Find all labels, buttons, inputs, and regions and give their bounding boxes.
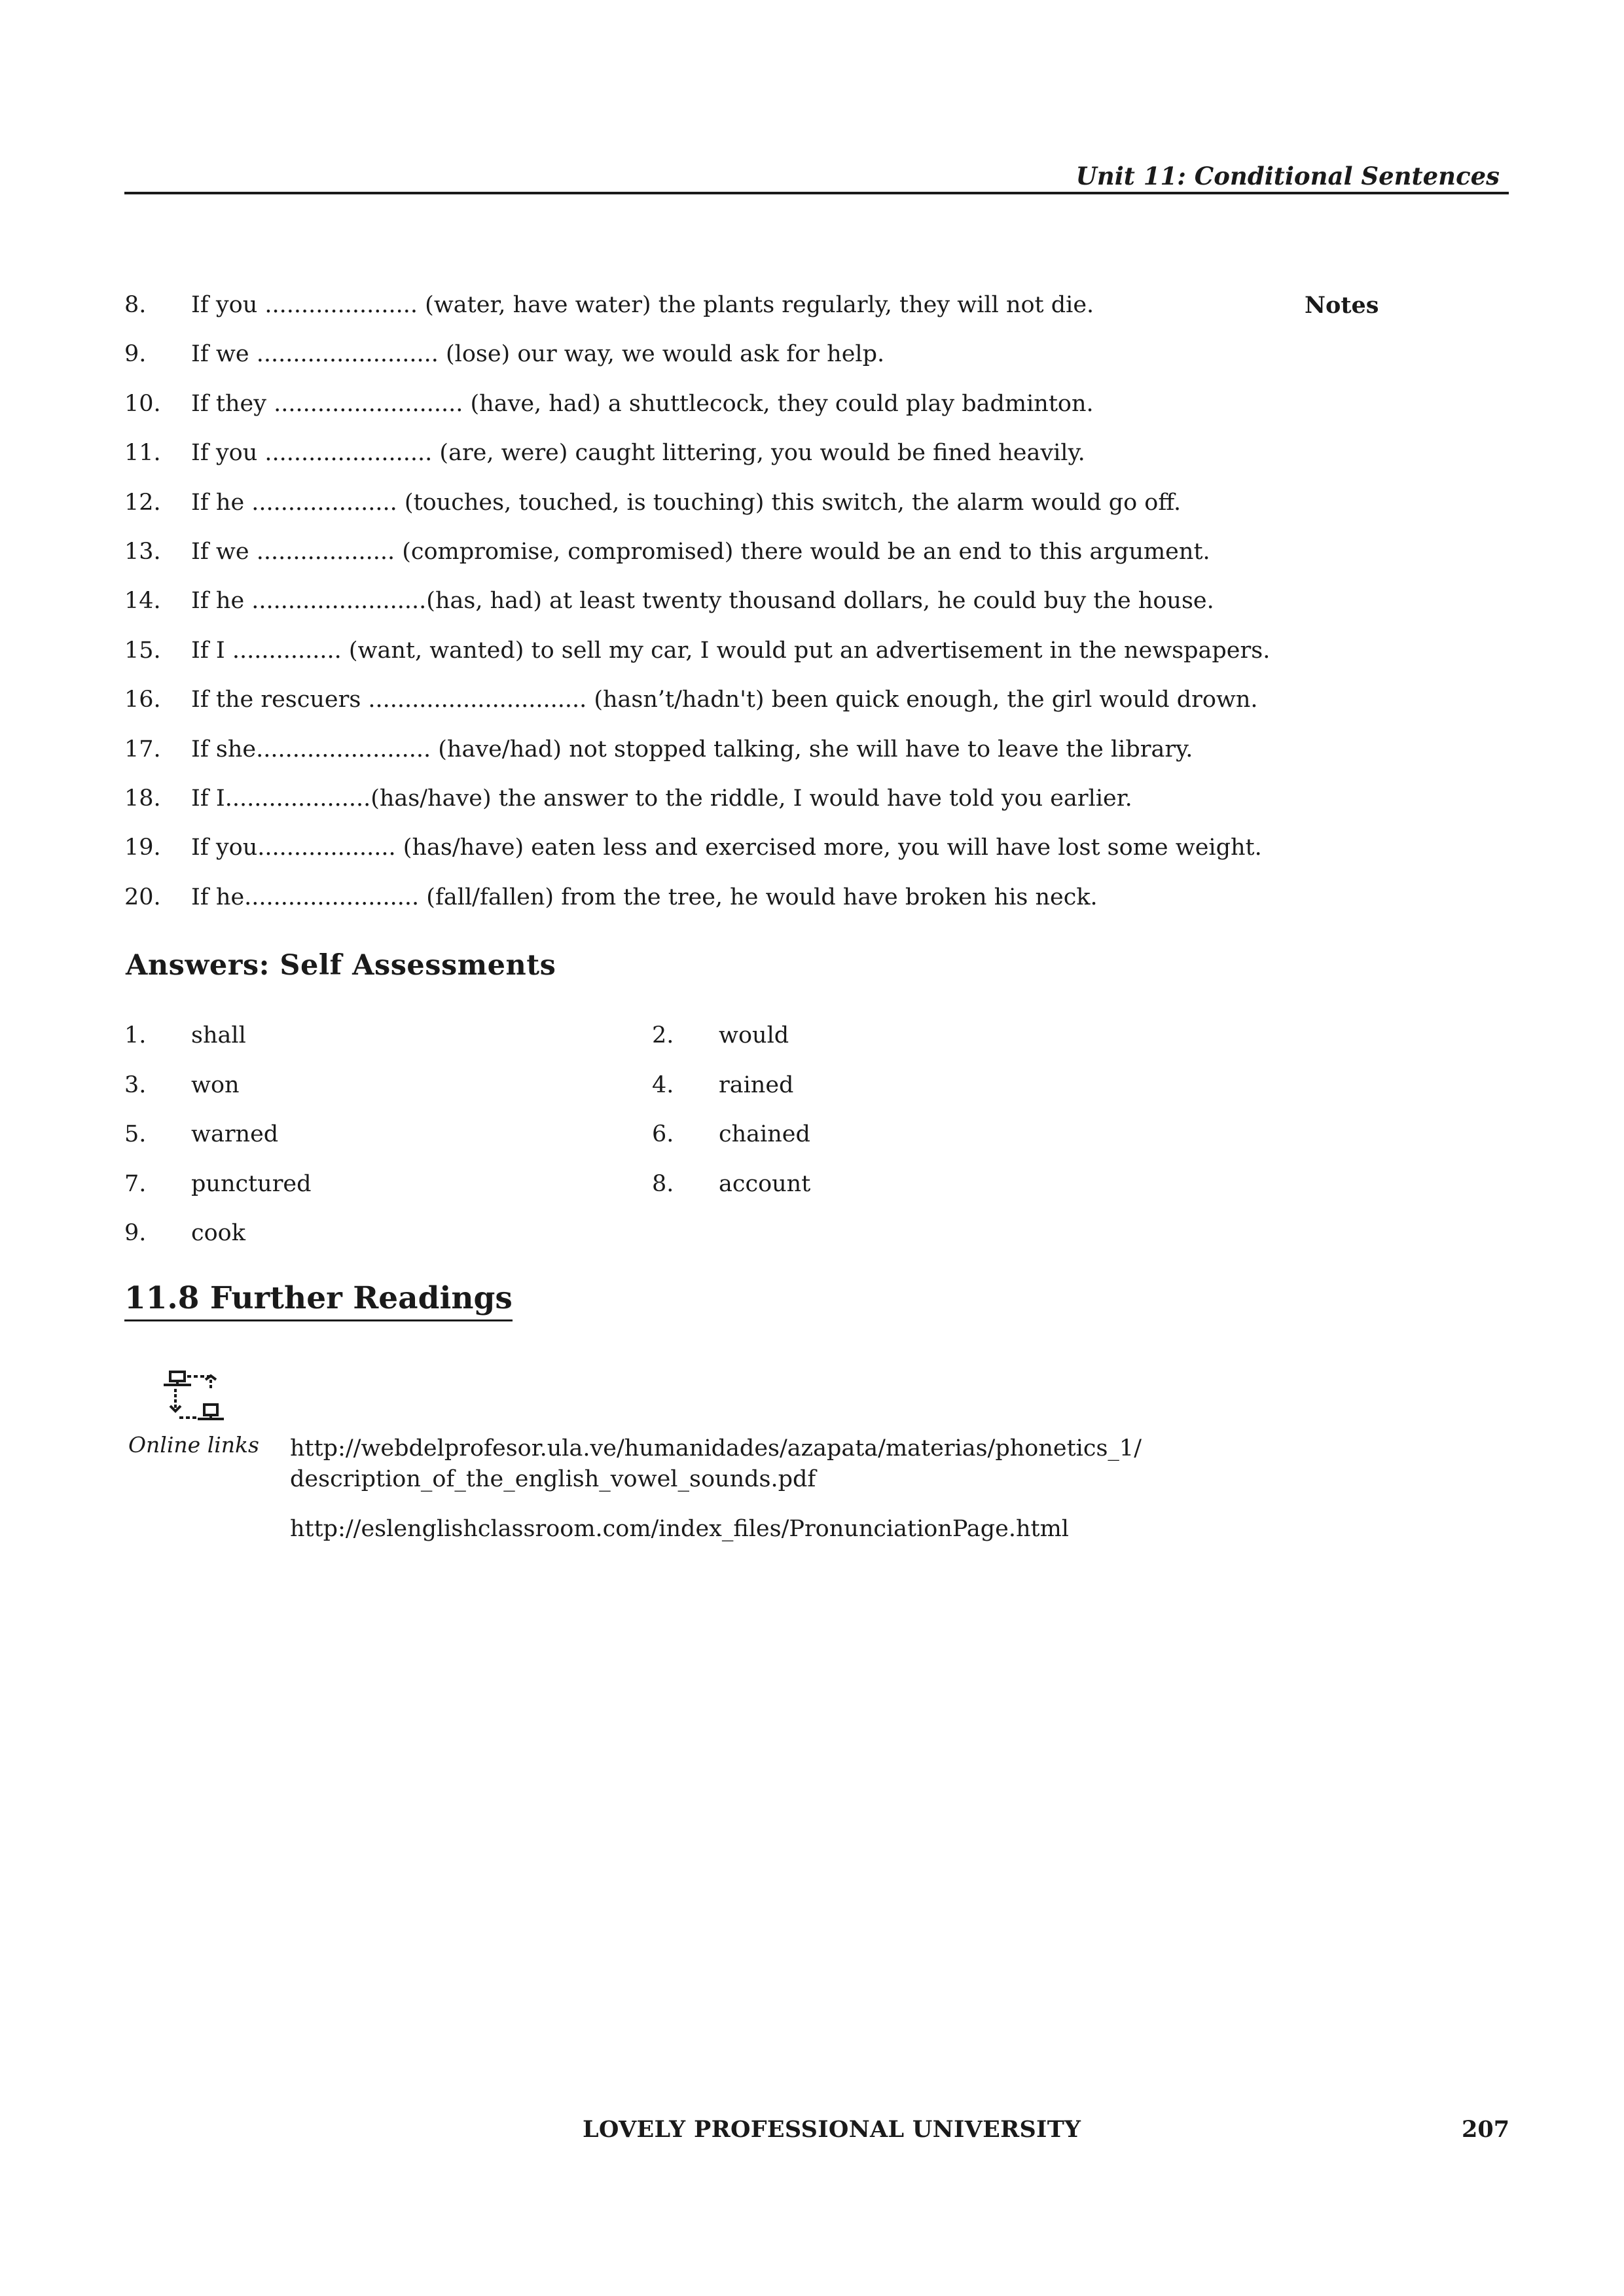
answer-number: 6. xyxy=(652,1121,674,1148)
item-number: 12. xyxy=(124,489,161,516)
answer-number: 8. xyxy=(652,1170,674,1197)
exercise-item xyxy=(124,687,1258,736)
item-text: If he ........................(has, had) at least twenty thousand dollars, he could buy the house. xyxy=(191,588,1214,615)
answer-number: 3. xyxy=(124,1071,147,1098)
answer-item xyxy=(124,1220,652,1270)
answer-row xyxy=(124,1022,975,1072)
exercise-item xyxy=(124,391,1237,440)
online-links-icon xyxy=(157,1368,229,1429)
item-number: 16. xyxy=(124,687,161,713)
answer-item xyxy=(652,1171,1180,1221)
header-rule xyxy=(124,192,1509,194)
answer-word: cook xyxy=(191,1220,245,1247)
item-text: If you................... (has/have) eaten less and exercised more, you will have lost some weight. xyxy=(191,834,1262,861)
exercise-item xyxy=(124,637,1271,687)
reading-link[interactable] xyxy=(290,1433,1142,1495)
exercise-item xyxy=(124,341,1237,390)
item-number: 8. xyxy=(124,292,147,318)
exercise-item xyxy=(124,884,1237,933)
item-text: If he........................ (fall/fallen) from the tree, he would have broken his neck. xyxy=(191,884,1098,910)
link-text-line: description_of_the_english_vowel_sounds.pdf xyxy=(290,1466,816,1492)
answer-item xyxy=(124,1022,652,1072)
answer-word: chained xyxy=(719,1121,810,1148)
answer-word: punctured xyxy=(191,1170,312,1197)
exercise-item xyxy=(124,736,1237,785)
item-text: If you ..................... (water, have water) the plants regularly, they will not die. xyxy=(191,292,1094,318)
item-number: 15. xyxy=(124,637,161,664)
item-number: 18. xyxy=(124,785,161,812)
answer-word: warned xyxy=(191,1121,279,1148)
exercise-item xyxy=(124,588,1237,637)
answers-heading: Answers: Self Assessments xyxy=(126,949,556,982)
answer-number: 7. xyxy=(124,1170,147,1197)
item-number: 20. xyxy=(124,884,161,910)
answer-item xyxy=(124,1171,652,1221)
answer-word: won xyxy=(191,1071,240,1098)
answer-number: 1. xyxy=(124,1022,147,1049)
link-text-line: http://webdelprofesor.ula.ve/humanidades/azapata/materias/phonetics_1/ xyxy=(290,1435,1142,1462)
item-number: 9. xyxy=(124,341,147,368)
answer-row xyxy=(124,1220,975,1270)
answer-item xyxy=(124,1072,652,1122)
exercise-item xyxy=(124,490,1237,539)
answer-word: account xyxy=(719,1170,811,1197)
item-text: If you ....................... (are, were) caught littering, you would be fined heavily. xyxy=(191,440,1085,467)
exercise-list xyxy=(124,292,1271,933)
answer-word: would xyxy=(719,1022,789,1049)
links-list xyxy=(290,1433,1142,1564)
answer-number: 9. xyxy=(124,1220,147,1247)
answers-list xyxy=(124,1022,975,1270)
answer-number: 2. xyxy=(652,1022,674,1049)
item-text: If they .......................... (have, had) a shuttlecock, they could play badminton. xyxy=(191,390,1094,417)
answer-item xyxy=(124,1121,652,1171)
item-text: If he .................... (touches, touched, is touching) this switch, the alarm would go off. xyxy=(191,489,1182,516)
page-number: 207 xyxy=(1462,2116,1510,2143)
item-number: 14. xyxy=(124,588,161,615)
exercise-item xyxy=(124,292,1237,341)
item-number: 13. xyxy=(124,538,161,565)
running-header: Unit 11: Conditional Sentences xyxy=(1075,162,1500,190)
exercise-item xyxy=(124,785,1237,834)
item-text: If the rescuers .............................. (hasn’t/hadn't) been quick enough, the girl would drown. xyxy=(191,687,1258,713)
item-number: 19. xyxy=(124,834,161,861)
answer-item xyxy=(652,1121,1180,1171)
item-number: 10. xyxy=(124,390,161,417)
item-text: If we ......................... (lose) our way, we would ask for help. xyxy=(191,341,885,368)
answer-word: shall xyxy=(191,1022,246,1049)
answer-word: rained xyxy=(719,1071,794,1098)
link-text-line: http://eslenglishclassroom.com/index_files/PronunciationPage.html xyxy=(290,1516,1069,1542)
online-links-label: Online links xyxy=(128,1432,259,1458)
answer-item xyxy=(652,1072,1180,1122)
reading-link[interactable] xyxy=(290,1514,1142,1545)
further-readings-heading: 11.8 Further Readings xyxy=(124,1282,513,1321)
item-number: 17. xyxy=(124,736,161,762)
answer-number: 5. xyxy=(124,1121,147,1148)
answer-row xyxy=(124,1171,975,1221)
item-number: 11. xyxy=(124,440,161,467)
answer-number: 4. xyxy=(652,1071,674,1098)
notes-margin-label: Notes xyxy=(1305,292,1379,319)
item-text: If I....................(has/have) the answer to the riddle, I would have told you earlier. xyxy=(191,785,1132,812)
item-text: If I ............... (want, wanted) to sell my car, I would put an advertisement in the newspapers. xyxy=(191,637,1271,664)
exercise-item xyxy=(124,834,1262,884)
footer-university: LOVELY PROFESSIONAL UNIVERSITY xyxy=(583,2116,1081,2143)
exercise-item xyxy=(124,440,1237,489)
item-text: If we ................... (compromise, compromised) there would be an end to this argument. xyxy=(191,538,1210,565)
answer-item xyxy=(652,1022,1180,1072)
item-text: If she........................ (have/had) not stopped talking, she will have to leave the library. xyxy=(191,736,1193,762)
answer-row xyxy=(124,1072,975,1122)
answer-row xyxy=(124,1121,975,1171)
exercise-item xyxy=(124,539,1237,588)
